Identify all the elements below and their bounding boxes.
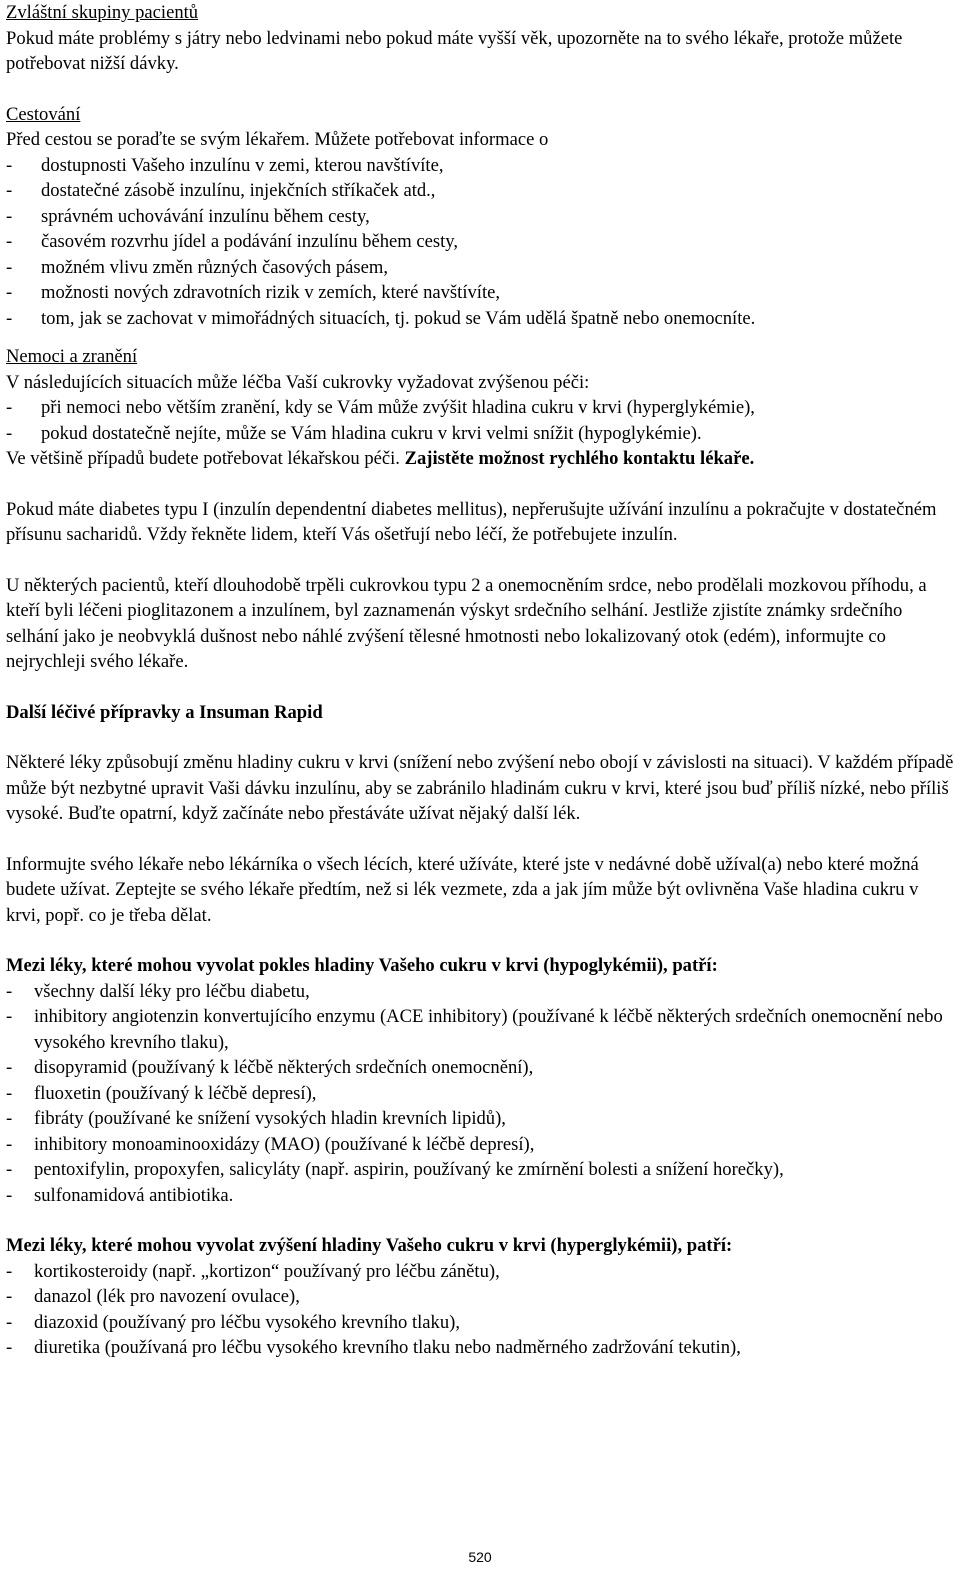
document-page	[6, 0, 954, 1361]
list-item: - dostatečné zásobě inzulínu, injekčních stříkaček atd.,	[6, 180, 436, 201]
contact-doctor-warning: Zajistěte možnost rychlého kontaktu lékaře.	[404, 448, 755, 469]
list-item: - možném vlivu změn různých časových pásem,	[6, 256, 388, 278]
illness-list	[6, 395, 954, 446]
list-item: - kortikosteroidy (např. „kortizon“ používaný pro léčbu zánětu),	[6, 1260, 500, 1282]
list-item: - tom, jak se zachovat v mimořádných situacích, tj. pokud se Vám udělá špatně nebo onemocníte.	[6, 307, 756, 329]
travel-intro: Před cestou se poraďte se svým lékařem. Můžete potřebovat informace o	[6, 129, 549, 150]
illness-closing: Ve většině případů budete potřebovat lékařskou péči. Zajistěte možnost rychlého kontaktu lékaře.	[6, 448, 755, 469]
page-number: 520	[468, 1549, 492, 1565]
other-meds-paragraph-2: Informujte svého lékaře nebo lékárníka o všech lécích, které užíváte, které jste v nedávné době užíval(a) nebo které možná budete užívat. Zeptejte se svého lékaře předtím, než si lék vezmete, zda a jak jím může být ovlivněna Vaše hladina cukru v krvi, popř. co je třeba dělat.	[6, 853, 919, 926]
list-item: - fibráty (používané ke snížení vysokých hladin krevních lipidů),	[6, 1108, 506, 1129]
other-meds-paragraph-1: Některé léky způsobují změnu hladiny cukru v krvi (snížení nebo zvýšení nebo obojí v závislosti na situaci). V každém případě může být nezbytné upravit Vaši dávku inzulínu, aby se zabránilo hladinám cukru v krvi, které jsou buď příliš nízké, nebo příliš vysoké. Buďte opatrní, když začínáte nebo přestáváte užívat nějaký další lék.	[6, 752, 954, 824]
travel-heading: Cestování	[6, 103, 81, 125]
hypoglycemia-meds-list	[6, 979, 954, 1209]
illness-intro: V následujících situacích může léčba Vaší cukrovky vyžadovat zvýšenou péči:	[6, 371, 590, 393]
hyperglycemia-meds-heading: Mezi léky, které mohou vyvolat zvýšení hladiny Vašeho cukru v krvi (hyperglykémii), patří:	[6, 1235, 733, 1256]
list-item: - při nemoci nebo větším zranění, kdy se Vám může zvýšit hladina cukru v krvi (hyperglykémie),	[6, 397, 755, 418]
list-item: - sulfonamidová antibiotika.	[6, 1184, 234, 1206]
list-item: - pentoxifylin, propoxyfen, salicyláty (např. aspirin, používaný ke zmírnění bolesti a snížení horečky),	[6, 1159, 784, 1180]
list-item: - pokud dostatečně nejíte, může se Vám hladina cukru v krvi velmi snížit (hypoglykémie).	[6, 422, 702, 444]
illness-heading: Nemoci a zranění	[6, 346, 138, 367]
list-item: - diazoxid (používaný pro léčbu vysokého krevního tlaku),	[6, 1311, 460, 1333]
list-item: - časovém rozvrhu jídel a podávání inzulínu během cesty,	[6, 231, 459, 252]
heart-failure-paragraph: U některých pacientů, kteří dlouhodobě trpěli cukrovkou typu 2 a onemocněním srdce, nebo prodělali mozkovou příhodu, a kteří byli léčeni pioglitazonem a inzulínem, byl zaznamenán výskyt srdečního selhání. Jestliže zjistíte známky srdečního selhání jako je neobvyklá dušnost nebo náhlé zvýšení tělesné hmotnosti nebo lokalizovaný otok (edém), informujte co nejrychleji svého lékaře.	[6, 574, 927, 672]
list-item: - správném uchovávání inzulínu během cesty,	[6, 205, 370, 227]
list-item: - disopyramid (používaný k léčbě některých srdečních onemocnění),	[6, 1057, 534, 1078]
hypoglycemia-meds-heading: Mezi léky, které mohou vyvolat pokles hladiny Vašeho cukru v krvi (hypoglykémii), patří:	[6, 955, 718, 976]
other-meds-heading: Další léčivé přípravky a Insuman Rapid	[6, 701, 323, 723]
special-groups-heading: Zvláštní skupiny pacientů	[6, 2, 199, 23]
special-groups-text: Pokud máte problémy s játry nebo ledvinami nebo pokud máte vyšší věk, upozorněte na to svého lékaře, protože můžete potřebovat nižší dávky.	[6, 27, 903, 74]
list-item: - inhibitory monoaminooxidázy (MAO) (používané k léčbě depresí),	[6, 1133, 535, 1155]
list-item: - dostupnosti Vašeho inzulínu v zemi, kterou navštívíte,	[6, 154, 444, 176]
list-item: - fluoxetin (používaný k léčbě depresí),	[6, 1082, 317, 1104]
diabetes-type1-paragraph: Pokud máte diabetes typu I (inzulín dependentní diabetes mellitus), nepřerušujte užívání inzulínu a pokračujte v dostatečném přísunu sacharidů. Vždy řekněte lidem, kteří Vás ošetřují nebo léčí, že potřebujete inzulín.	[6, 498, 937, 545]
list-item: - možnosti nových zdravotních rizik v zemích, které navštívíte,	[6, 282, 501, 303]
list-item: - diuretika (používaná pro léčbu vysokého krevního tlaku nebo nadměrného zadržování tekutin),	[6, 1337, 741, 1358]
list-item: - inhibitory angiotenzin konvertujícího enzymu (ACE inhibitory) (používané k léčbě některých srdečních onemocnění nebo vysokého krevního tlaku),	[6, 1006, 943, 1053]
list-item: - všechny další léky pro léčbu diabetu,	[6, 980, 310, 1002]
hyperglycemia-meds-list	[6, 1259, 954, 1361]
travel-list	[6, 153, 954, 332]
list-item: - danazol (lék pro navození ovulace),	[6, 1286, 300, 1307]
